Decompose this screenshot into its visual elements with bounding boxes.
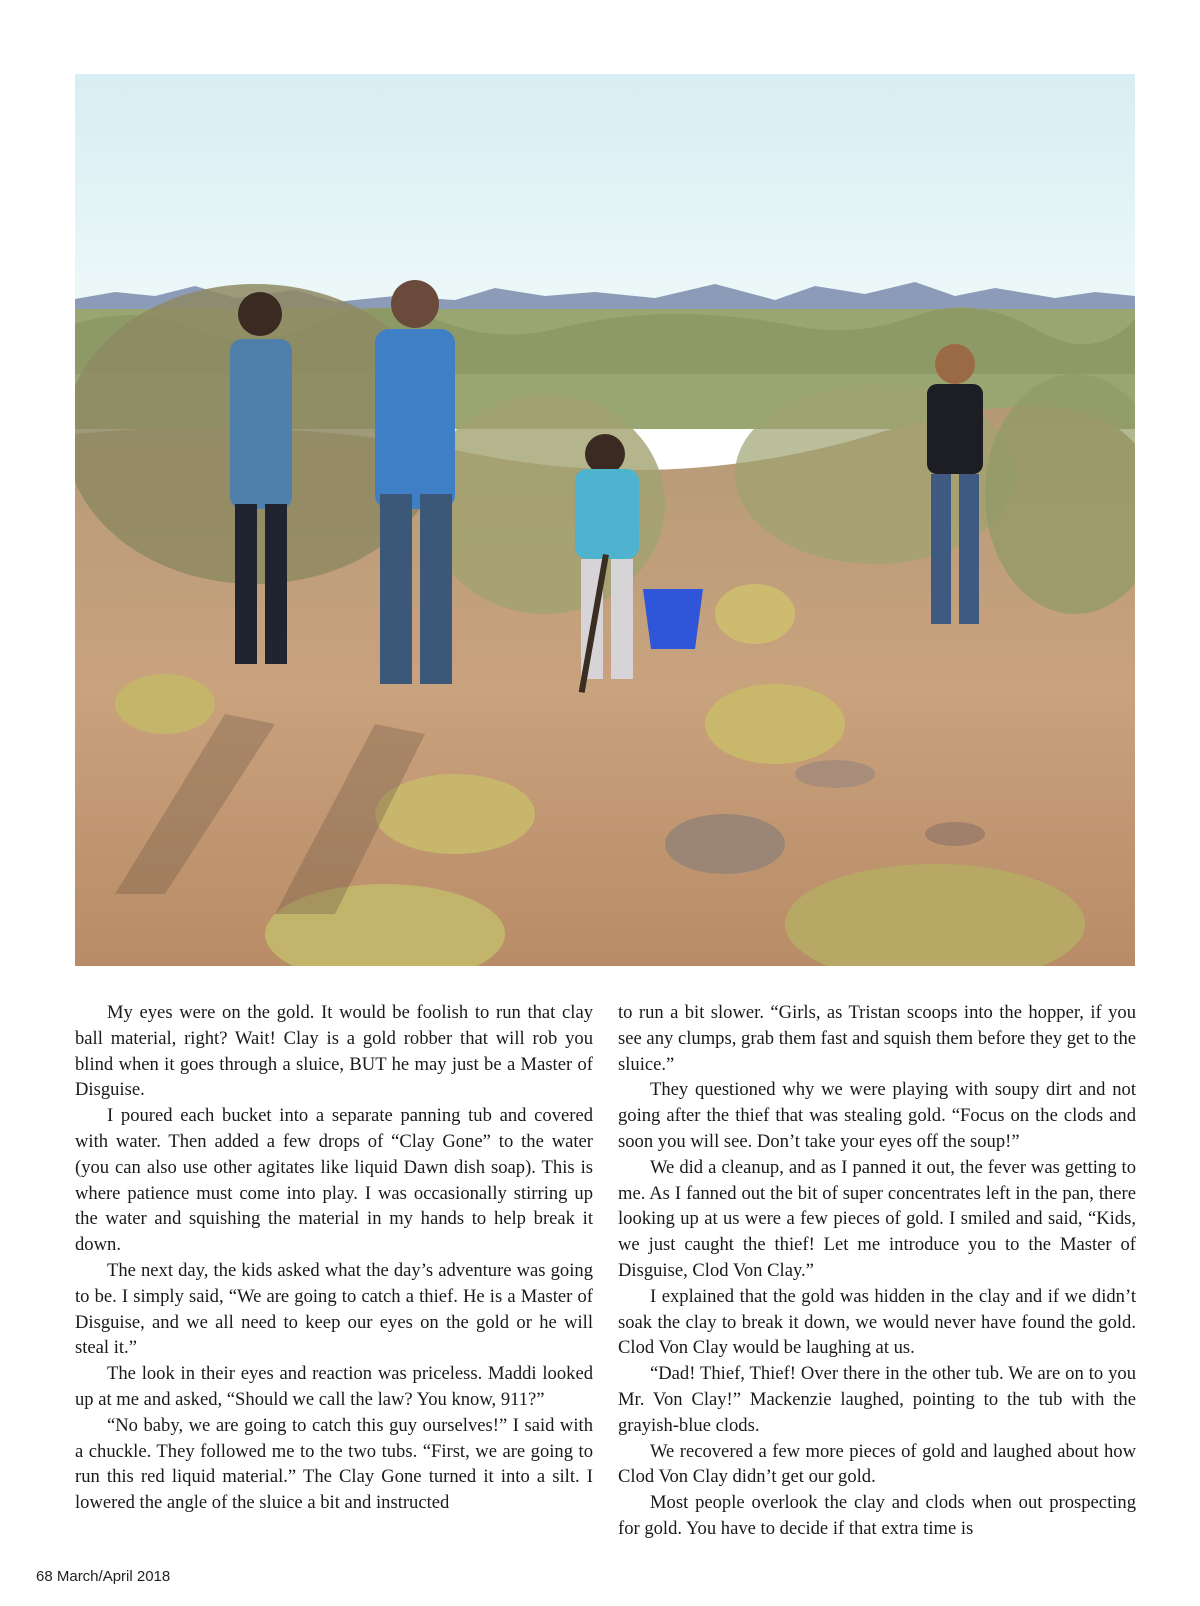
paragraph: Most people overlook the clay and clods when out prospecting for gold. You have to decide if that extra time is [618, 1492, 1136, 1539]
paragraph: The look in their eyes and reaction was priceless. Maddi looked up at me and asked, “Should we call the law? You know, 911?” [75, 1363, 593, 1410]
paragraph: We recovered a few more pieces of gold and laughed about how Clod Von Clay didn’t get our gold. [618, 1440, 1136, 1488]
article-body [75, 1000, 1136, 1542]
paragraph: “Dad! Thief, Thief! Over there in the other tub. We are on to you Mr. Von Clay!” Mackenzie laughed, pointing to the tub with the grayish-blue clods. [618, 1363, 1136, 1436]
boulder [665, 814, 785, 874]
desert-prospecting-photo [75, 74, 1135, 966]
article-column-right [618, 1000, 1136, 1542]
article-column-left [75, 1000, 593, 1542]
paragraph: The next day, the kids asked what the day’s adventure was going to be. I simply said, “We are going to catch a thief. He is a Master of Disguise, and we all need to keep our eyes on the gold or he will steal it.” [75, 1259, 593, 1359]
paragraph: to run a bit slower. “Girls, as Tristan scoops into the hopper, if you see any clumps, grab them fast and squish them before they get to the sluice.” [618, 1002, 1136, 1075]
paragraph: I explained that the gold was hidden in the clay and if we didn’t soak the clay to break it down, we would never have found the gold. Clod Von Clay would be laughing at us. [618, 1285, 1136, 1359]
sky [75, 74, 1135, 314]
paragraph: My eyes were on the gold. It would be foolish to run that clay ball material, right? Wait! Clay is a gold robber that will rob you blind when it goes through a sluice, BUT he may just be a Master of Disguise. [75, 1002, 593, 1101]
article-photo [75, 74, 1135, 966]
paragraph: We did a cleanup, and as I panned it out, the fever was getting to me. As I fanned out the bit of super concentrates left in the pan, there looking up at us were a few pieces of gold. I smiled and said, “Kids, we just caught the thief! Let me introduce you to the Master of Disguise, Clod Von Clay.” [618, 1156, 1136, 1281]
paragraph: They questioned why we were playing with soupy dirt and not going after the thief that was stealing gold. “Focus on the clods and soon you will see. Don’t take your eyes off the soup!” [618, 1079, 1136, 1152]
paragraph: I poured each bucket into a separate panning tub and covered with water. Then added a few drops of “Clay Gone” to the water (you can also use other agitates like liquid Dawn dish soap). This is where patience must come into play. I was occasionally stirring up the water and squishing the material in my hands to help break it down. [75, 1105, 593, 1256]
blue-bucket [643, 589, 703, 649]
paragraph: “No baby, we are going to catch this guy ourselves!” I said with a chuckle. They followed me to the two tubs. “First, we are going to run this red liquid material.” The Clay Gone turned it into a silt. I lowered the angle of the sluice a bit and instructed [75, 1414, 593, 1514]
page-folio: 68 March/April 2018 [36, 1568, 171, 1585]
